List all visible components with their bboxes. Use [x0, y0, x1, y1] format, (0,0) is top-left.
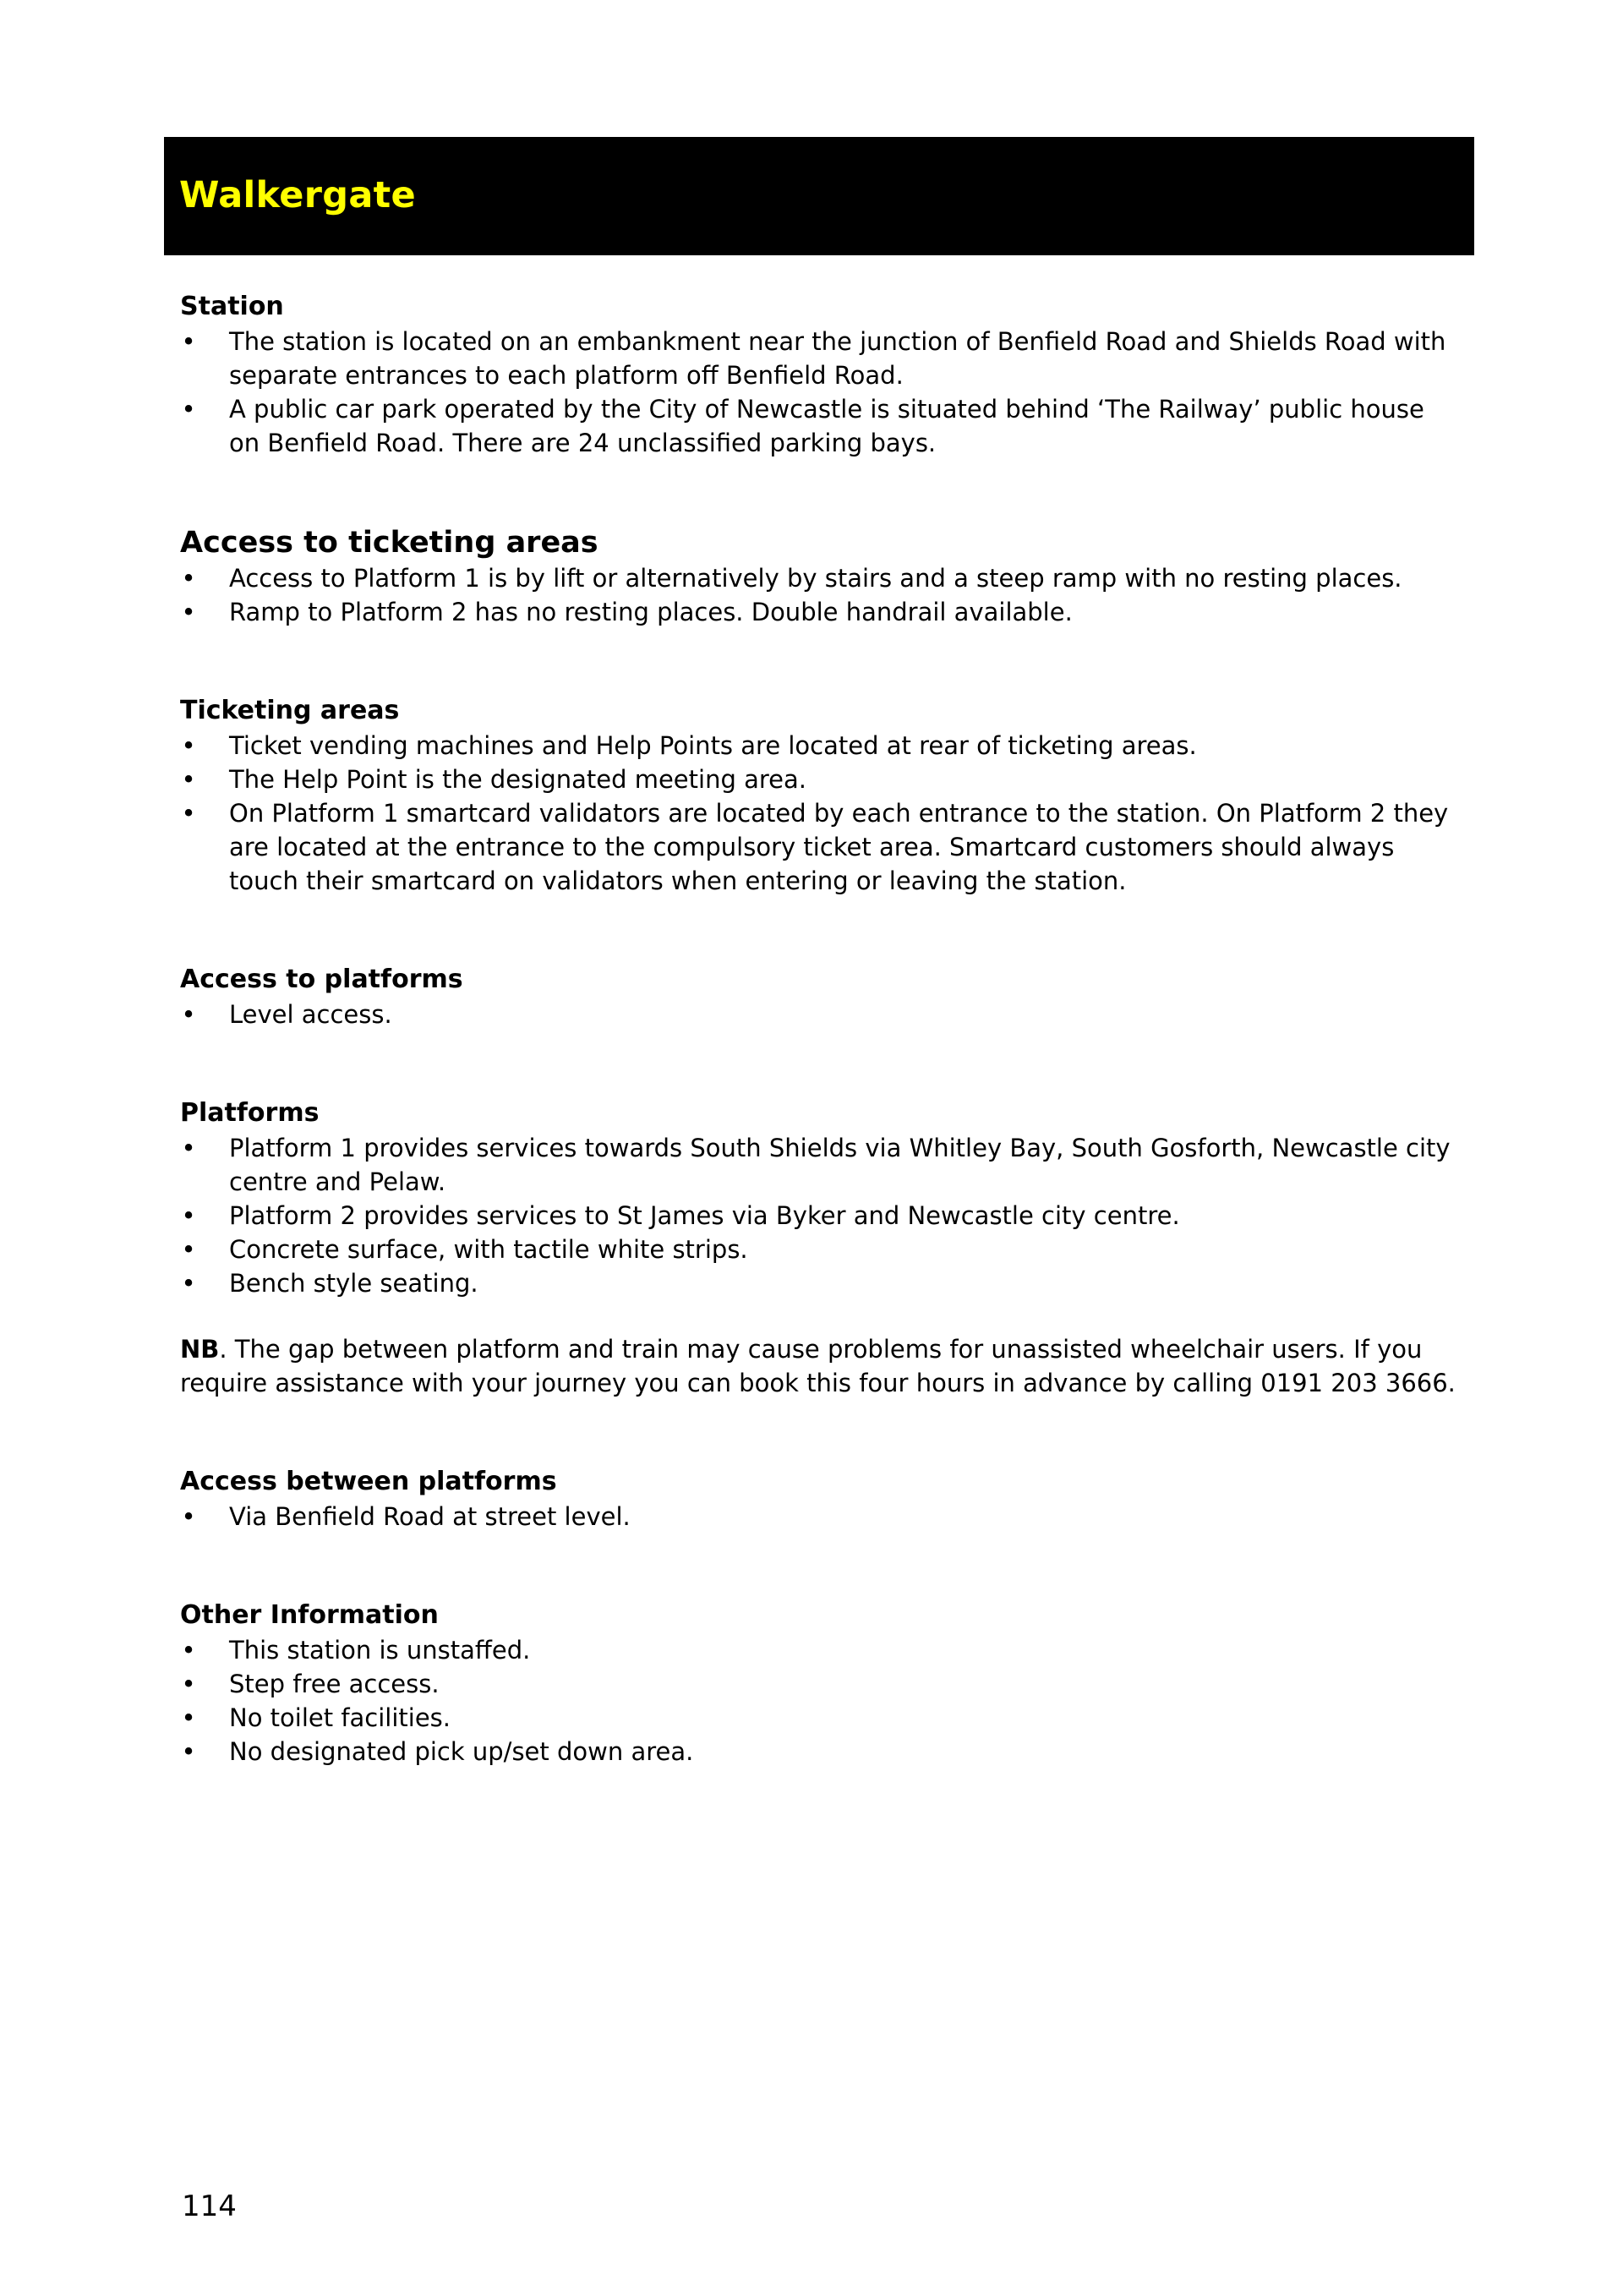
list-item-text: Ticket vending machines and Help Points are located at rear of ticketing areas.: [229, 731, 1197, 760]
bullet-list: [180, 1131, 1456, 1300]
page-title: Walkergate: [179, 174, 416, 216]
nb-note: [180, 1332, 1456, 1400]
bullet-icon: •: [181, 1502, 196, 1531]
section-access-between: [180, 1464, 1456, 1533]
list-item-text: The station is located on an embankment near the junction of Benfield Road and Shields Road with separate entrances to each platform off Benfield Road.: [229, 327, 1446, 390]
list-item: [180, 1735, 1456, 1768]
document-body: [180, 289, 1456, 1768]
bullet-icon: •: [181, 1235, 196, 1264]
nb-label: NB: [180, 1335, 220, 1364]
list-item-text: On Platform 1 smartcard validators are located by each entrance to the station. On Platform 2 they are located at the entrance to the compulsory ticket area. Smartcard customers should always touch their smartcard on validators when entering or leaving the station.: [229, 799, 1449, 895]
list-item-text: Level access.: [229, 1000, 392, 1029]
bullet-list: [180, 561, 1456, 629]
list-item-text: No toilet facilities.: [229, 1703, 451, 1732]
list-item: [180, 1701, 1456, 1735]
section-platforms: [180, 1096, 1456, 1400]
list-item: [180, 392, 1456, 460]
section-heading: Access to ticketing areas: [180, 526, 598, 560]
bullet-list: [180, 1500, 1456, 1533]
list-item-text: The Help Point is the designated meeting area.: [229, 765, 806, 794]
section-access-platforms: [180, 962, 1456, 1031]
section-heading: Access to platforms: [180, 965, 463, 994]
bullet-icon: •: [181, 598, 196, 626]
list-item-text: Platform 1 provides services towards South Shields via Whitley Bay, South Gosforth, Newcastle city centre and Pelaw.: [229, 1134, 1451, 1196]
list-item-text: Ramp to Platform 2 has no resting places. Double handrail available.: [229, 598, 1073, 626]
list-item-text: Access to Platform 1 is by lift or alternatively by stairs and a steep ramp with no resting places.: [229, 564, 1402, 593]
list-item: [180, 763, 1456, 796]
list-item-text: Bench style seating.: [229, 1269, 478, 1298]
bullet-icon: •: [181, 799, 196, 828]
list-item: [180, 1500, 1456, 1533]
list-item: [180, 1266, 1456, 1300]
bullet-icon: •: [181, 1636, 196, 1665]
section-heading: Ticketing areas: [180, 696, 400, 725]
section-station: [180, 289, 1456, 460]
bullet-list: [180, 998, 1456, 1031]
bullet-icon: •: [181, 765, 196, 794]
section-heading: Access between platforms: [180, 1467, 557, 1496]
bullet-icon: •: [181, 1670, 196, 1698]
nb-text: . The gap between platform and train may cause problems for unassisted wheelchair users. If you require assistance with your journey you can book this four hours in advance by calling 0191 203 3666.: [180, 1335, 1456, 1397]
section-heading: Other Information: [180, 1600, 439, 1630]
list-item: [180, 729, 1456, 763]
section-access-ticketing: [180, 524, 1456, 629]
bullet-list: [180, 325, 1456, 460]
bullet-icon: •: [181, 1201, 196, 1230]
bullet-icon: •: [181, 1269, 196, 1298]
list-item: [180, 325, 1456, 392]
list-item-text: Via Benfield Road at street level.: [229, 1502, 631, 1531]
list-item: [180, 595, 1456, 629]
list-item: [180, 1633, 1456, 1667]
list-item: [180, 1131, 1456, 1199]
bullet-icon: •: [181, 731, 196, 760]
bullet-icon: •: [181, 1703, 196, 1732]
bullet-icon: •: [181, 1134, 196, 1162]
bullet-icon: •: [181, 1737, 196, 1766]
list-item-text: A public car park operated by the City of Newcastle is situated behind ‘The Railway’ public house on Benfield Road. There are 24 unclassified parking bays.: [229, 395, 1424, 457]
title-bar: [164, 137, 1474, 255]
list-item-text: Step free access.: [229, 1670, 440, 1698]
list-item: [180, 561, 1456, 595]
list-item: [180, 796, 1456, 898]
list-item-text: Platform 2 provides services to St James via Byker and Newcastle city centre.: [229, 1201, 1180, 1230]
list-item-text: This station is unstaffed.: [229, 1636, 531, 1665]
list-item-text: No designated pick up/set down area.: [229, 1737, 694, 1766]
bullet-icon: •: [181, 327, 196, 356]
list-item: [180, 1667, 1456, 1701]
bullet-icon: •: [181, 395, 196, 424]
page-number: 114: [182, 2189, 237, 2223]
bullet-list: [180, 1633, 1456, 1768]
bullet-list: [180, 729, 1456, 898]
list-item: [180, 998, 1456, 1031]
section-other-info: [180, 1598, 1456, 1768]
list-item: [180, 1199, 1456, 1233]
bullet-icon: •: [181, 564, 196, 593]
list-item: [180, 1233, 1456, 1266]
section-heading: Station: [180, 292, 284, 321]
list-item-text: Concrete surface, with tactile white strips.: [229, 1235, 748, 1264]
bullet-icon: •: [181, 1000, 196, 1029]
section-heading: Platforms: [180, 1098, 320, 1128]
section-ticketing-areas: [180, 693, 1456, 898]
